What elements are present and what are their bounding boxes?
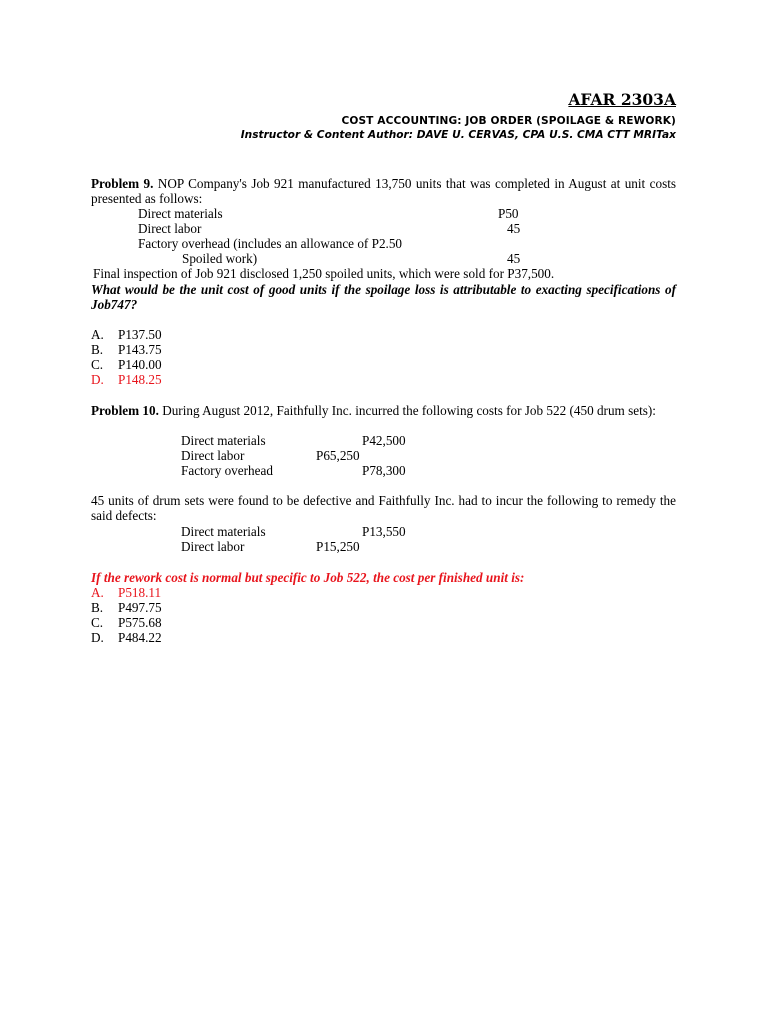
choice-text: P137.50 [118, 327, 162, 342]
p10-cost-item-2: Direct labor [181, 448, 245, 463]
problem10-label: Problem 10. [91, 403, 159, 418]
p9-inspection: Final inspection of Job 921 disclosed 1,250 spoiled units, which were sold for P37,500. [93, 266, 555, 281]
subject-title: COST ACCOUNTING: JOB ORDER (SPOILAGE & REWORK) [341, 115, 676, 127]
choice-text: P484.22 [118, 630, 162, 645]
problem9-intro [91, 176, 676, 207]
choice-letter: A. [91, 327, 104, 342]
p9-choice-b [91, 342, 162, 357]
p9-cost-item-1: Direct materials [138, 206, 223, 221]
p9-choice-d-answer [91, 372, 162, 387]
choice-letter: D. [91, 630, 104, 645]
problem10-intro [91, 403, 676, 418]
problem10-intro-text: During August 2012, Faithfully Inc. incurred the following costs for Job 522 (450 drum sets): [158, 403, 656, 418]
author-line: Instructor & Content Author: DAVE U. CERVAS, CPA U.S. CMA CTT MRITax [240, 129, 676, 141]
p10-cost-value-3: P78,300 [362, 463, 406, 478]
choice-letter: D. [91, 372, 104, 387]
p9-cost-value-1: P50 [498, 206, 519, 221]
p9-cost-value-4: 45 [507, 251, 521, 266]
p10-question: If the rework cost is normal but specific to Job 522, the cost per finished unit is: [91, 570, 525, 585]
p10-cost-value-1: P42,500 [362, 433, 406, 448]
p10-rework-value-2: P15,250 [316, 539, 360, 554]
problem9-label: Problem 9. [91, 176, 154, 191]
choice-letter: C. [91, 357, 104, 372]
choice-letter: A. [91, 585, 104, 600]
p10-choice-c [91, 615, 162, 630]
choice-text: P143.75 [118, 342, 162, 357]
choice-text: P575.68 [118, 615, 162, 630]
p9-cost-value-2: 45 [507, 221, 521, 236]
choice-text: P148.25 [118, 372, 162, 387]
choice-letter: B. [91, 342, 104, 357]
choice-letter: C. [91, 615, 104, 630]
p10-defects-text: 45 units of drum sets were found to be defective and Faithfully Inc. had to incur the following to remedy the said defects: [91, 493, 676, 524]
choice-text: P518.11 [118, 585, 162, 600]
p10-choice-d [91, 630, 162, 645]
p10-rework-value-1: P13,550 [362, 524, 406, 539]
p10-rework-item-1: Direct materials [181, 524, 266, 539]
problem9-intro-text: NOP Company's Job 921 manufactured 13,750 units that was completed in August at unit costs presented as follows: [91, 176, 676, 207]
p9-cost-item-3: Factory overhead (includes an allowance of P2.50 [138, 236, 403, 251]
p9-question: What would be the unit cost of good units if the spoilage loss is attributable to exacting specifications of Job747? [91, 282, 676, 313]
p10-rework-item-2: Direct labor [181, 539, 245, 554]
p9-cost-item-2: Direct labor [138, 221, 202, 236]
choice-text: P497.75 [118, 600, 162, 615]
p10-choice-b [91, 600, 162, 615]
p10-cost-value-2: P65,250 [316, 448, 360, 463]
p10-cost-item-3: Factory overhead [181, 463, 273, 478]
course-code: AFAR 2303A [568, 90, 676, 109]
p9-choice-a [91, 327, 162, 342]
choice-text: P140.00 [118, 357, 162, 372]
p9-cost-item-4: Spoiled work) [182, 251, 258, 266]
choice-letter: B. [91, 600, 104, 615]
p9-choice-c [91, 357, 162, 372]
p10-choice-a-answer [91, 585, 161, 600]
p10-cost-item-1: Direct materials [181, 433, 266, 448]
